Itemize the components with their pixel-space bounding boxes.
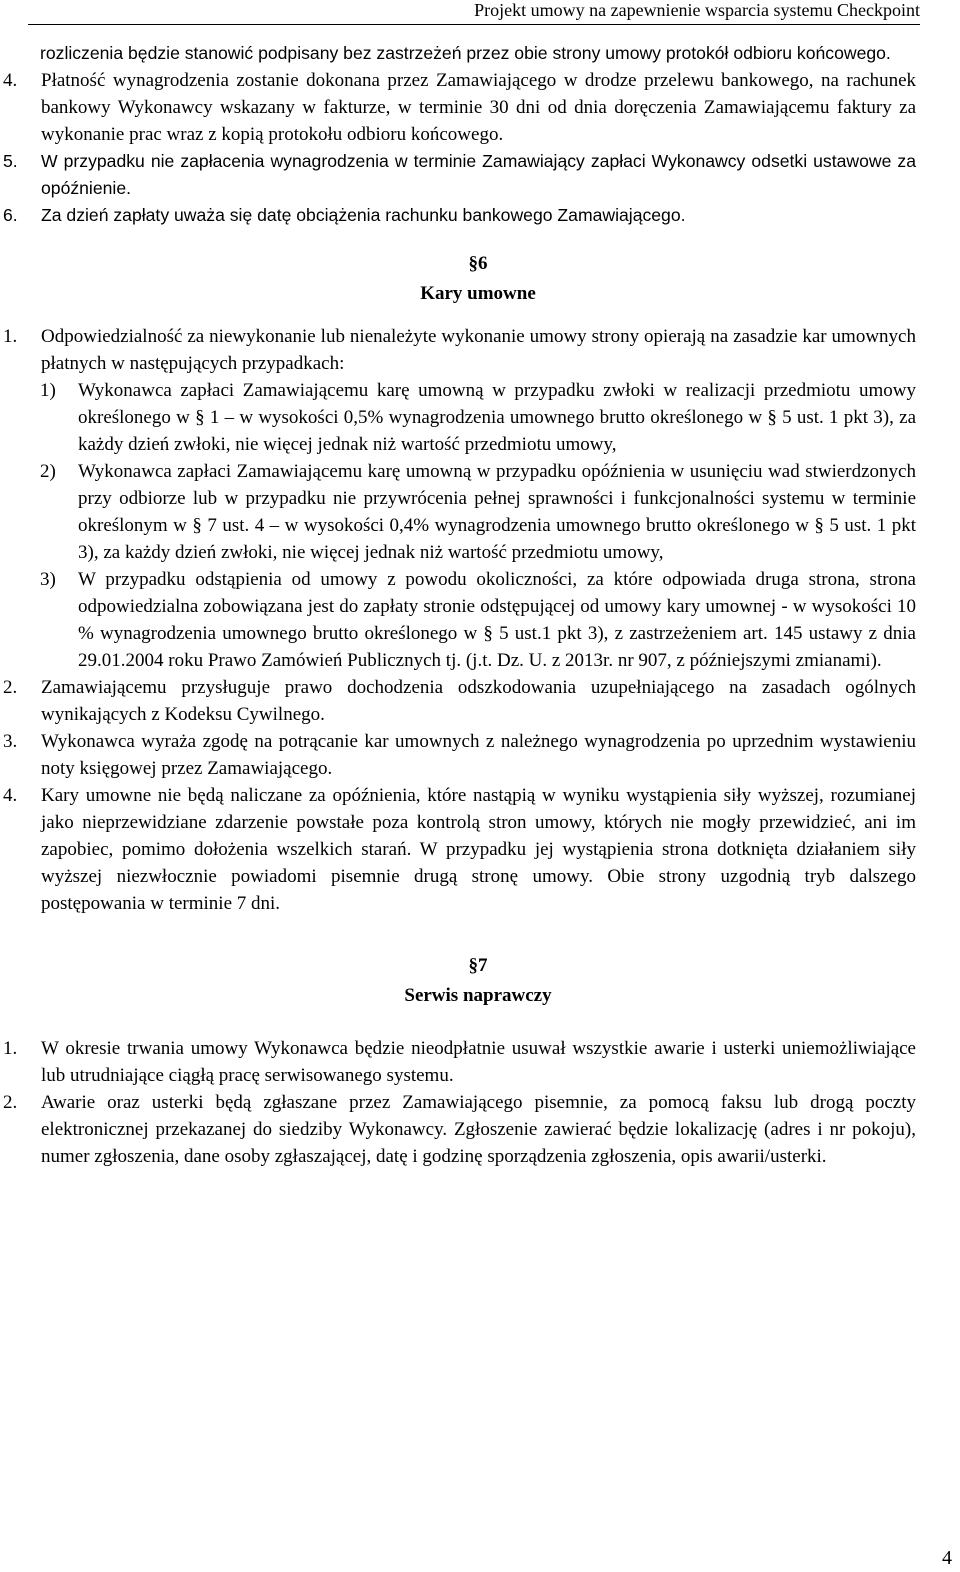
section-6-heading [40,249,916,309]
penalty-subitem-2 [40,458,916,566]
item-text: Odpowiedzialność za niewykonanie lub nienależyte wykonanie umowy strony opierają na zasadzie kar umownych płatnych w następujących przypadkach: [41,326,916,374]
subitem-text: Wykonawca zapłaci Zamawiającemu karę umowną w przypadku opóźnienia w usunięciu wad stwierdzonych przy odbiorze lub w przypadku nie przywrócenia pełnej sprawności i funkcjonalności systemu w terminie określonym w § 7 ust. 4 – w wysokości 0,4% wynagrodzenia umownego brutto określonego w § 5 ust. 1 pkt 3), za każdy dzień zwłoki, nie więcej jednak niż wartość przedmiotu umowy, [78,461,916,563]
service-item-2 [3,1089,916,1170]
item-number: 4. [3,70,18,91]
item-text: Płatność wynagrodzenia zostanie dokonana przez Zamawiającego w drodze przelewu bankowego, na rachunek bankowy Wykonawcy wskazany w fakturze, w terminie 30 dni od dnia doręczenia Zamawiającemu faktury za wykonanie prac wraz z kopią protokołu odbioru końcowego. [41,70,916,145]
item-text: Kary umowne nie będą naliczane za opóźnienia, które nastąpią w wyniku wystąpienia siły wyższej, rozumianej jako nieprzewidziane zdarzenie powstałe poza kontrolą stron umowy, których nie mogły przewidzieć, ani im zapobiec, pomimo dołożenia wszelkich starań. W przypadku jej wystąpienia strona dotknięta działaniem siły wyższej niezwłocznie powiadomi pisemnie drugą stronę umowy. Obie strony uzgodnią tryb dalszego postępowania w terminie 7 dni. [41,785,916,914]
item-number: 6. [3,205,18,225]
penalty-subitem-3 [40,566,916,674]
penalty-item-1 [3,323,916,377]
item-number: 1. [3,326,18,347]
page-header [28,0,920,25]
penalty-item-2 [3,674,916,728]
section-title: Kary umowne [420,283,536,304]
document-body [3,40,916,1170]
subitem-text: Wykonawca zapłaci Zamawiającemu karę umowną w przypadku zwłoki w realizacji przedmiotu umowy określonego w § 1 – w wysokości 0,5% wynagrodzenia umownego brutto określonego w § 5 ust. 1 pkt 3), za każdy dzień zwłoki, nie więcej jednak niż wartość przedmiotu umowy, [78,380,916,455]
intro-continuation: rozliczenia będzie stanowić podpisany bez zastrzeżeń przez obie strony umowy protokół odbioru końcowego. [40,43,891,63]
item-text: Za dzień zapłaty uważa się datę obciążenia rachunku bankowego Zamawiającego. [41,205,686,225]
item-number: 2. [3,677,18,698]
payment-item-4 [3,67,916,148]
section-number: §6 [468,253,488,274]
subitem-number: 1) [40,380,56,401]
section-7-heading [40,951,916,1011]
item-text: W okresie trwania umowy Wykonawca będzie nieodpłatnie usuwał wszystkie awarie i usterki uniemożliwiające lub utrudniające ciągłą pracę serwisowanego systemu. [41,1038,916,1086]
penalty-item-3 [3,728,916,782]
item-text: Wykonawca wyraża zgodę na potrącanie kar umownych z należnego wynagrodzenia po uprzednim wystawieniu noty księgowej przez Zamawiającego. [41,731,916,779]
item-text: W przypadku nie zapłacenia wynagrodzenia w terminie Zamawiający zapłaci Wykonawcy odsetki ustawowe za opóźnienie. [41,151,916,198]
item-number: 4. [3,785,18,806]
item-text: Zamawiającemu przysługuje prawo dochodzenia odszkodowania uzupełniającego na zasadach ogólnych wynikających z Kodeksu Cywilnego. [41,677,916,725]
payment-item-5 [3,148,916,202]
service-item-1 [3,1035,916,1089]
page-number: 4 [942,1547,952,1569]
payment-item-6 [3,202,916,229]
header-title: Projekt umowy na zapewnienie wsparcia systemu Checkpoint [474,0,920,20]
penalty-subitem-1 [40,377,916,458]
section-title: Serwis naprawczy [404,985,552,1006]
item-number: 5. [3,151,18,171]
item-text: Awarie oraz usterki będą zgłaszane przez Zamawiającego pisemnie, za pomocą faksu lub drogą poczty elektronicznej przekazanej do siedziby Wykonawcy. Zgłoszenie zawierać będzie lokalizację (adres i nr pokoju), numer zgłoszenia, dane osoby zgłaszającej, datę i godzinę sporządzenia zgłoszenia, opis awarii/usterki. [41,1092,916,1167]
section-number: §7 [468,955,488,976]
item-number: 1. [3,1038,18,1059]
item-number: 3. [3,731,18,752]
item-number: 2. [3,1092,18,1113]
subitem-text: W przypadku odstąpienia od umowy z powodu okoliczności, za które odpowiada druga strona, strona odpowiedzialna zobowiązana jest do zapłaty stronie odstępującej od umowy kary umownej - w wysokości 10 % wynagrodzenia umownego brutto określonego w § 5 ust.1 pkt 3), z zastrzeżeniem art. 145 ustawy z dnia 29.01.2004 roku Prawo Zamówień Publicznych tj. (j.t. Dz. U. z 2013r. nr 907, z późniejszymi zmianami). [78,569,916,671]
subitem-number: 2) [40,461,56,482]
penalty-item-4 [3,782,916,917]
subitem-number: 3) [40,569,56,590]
